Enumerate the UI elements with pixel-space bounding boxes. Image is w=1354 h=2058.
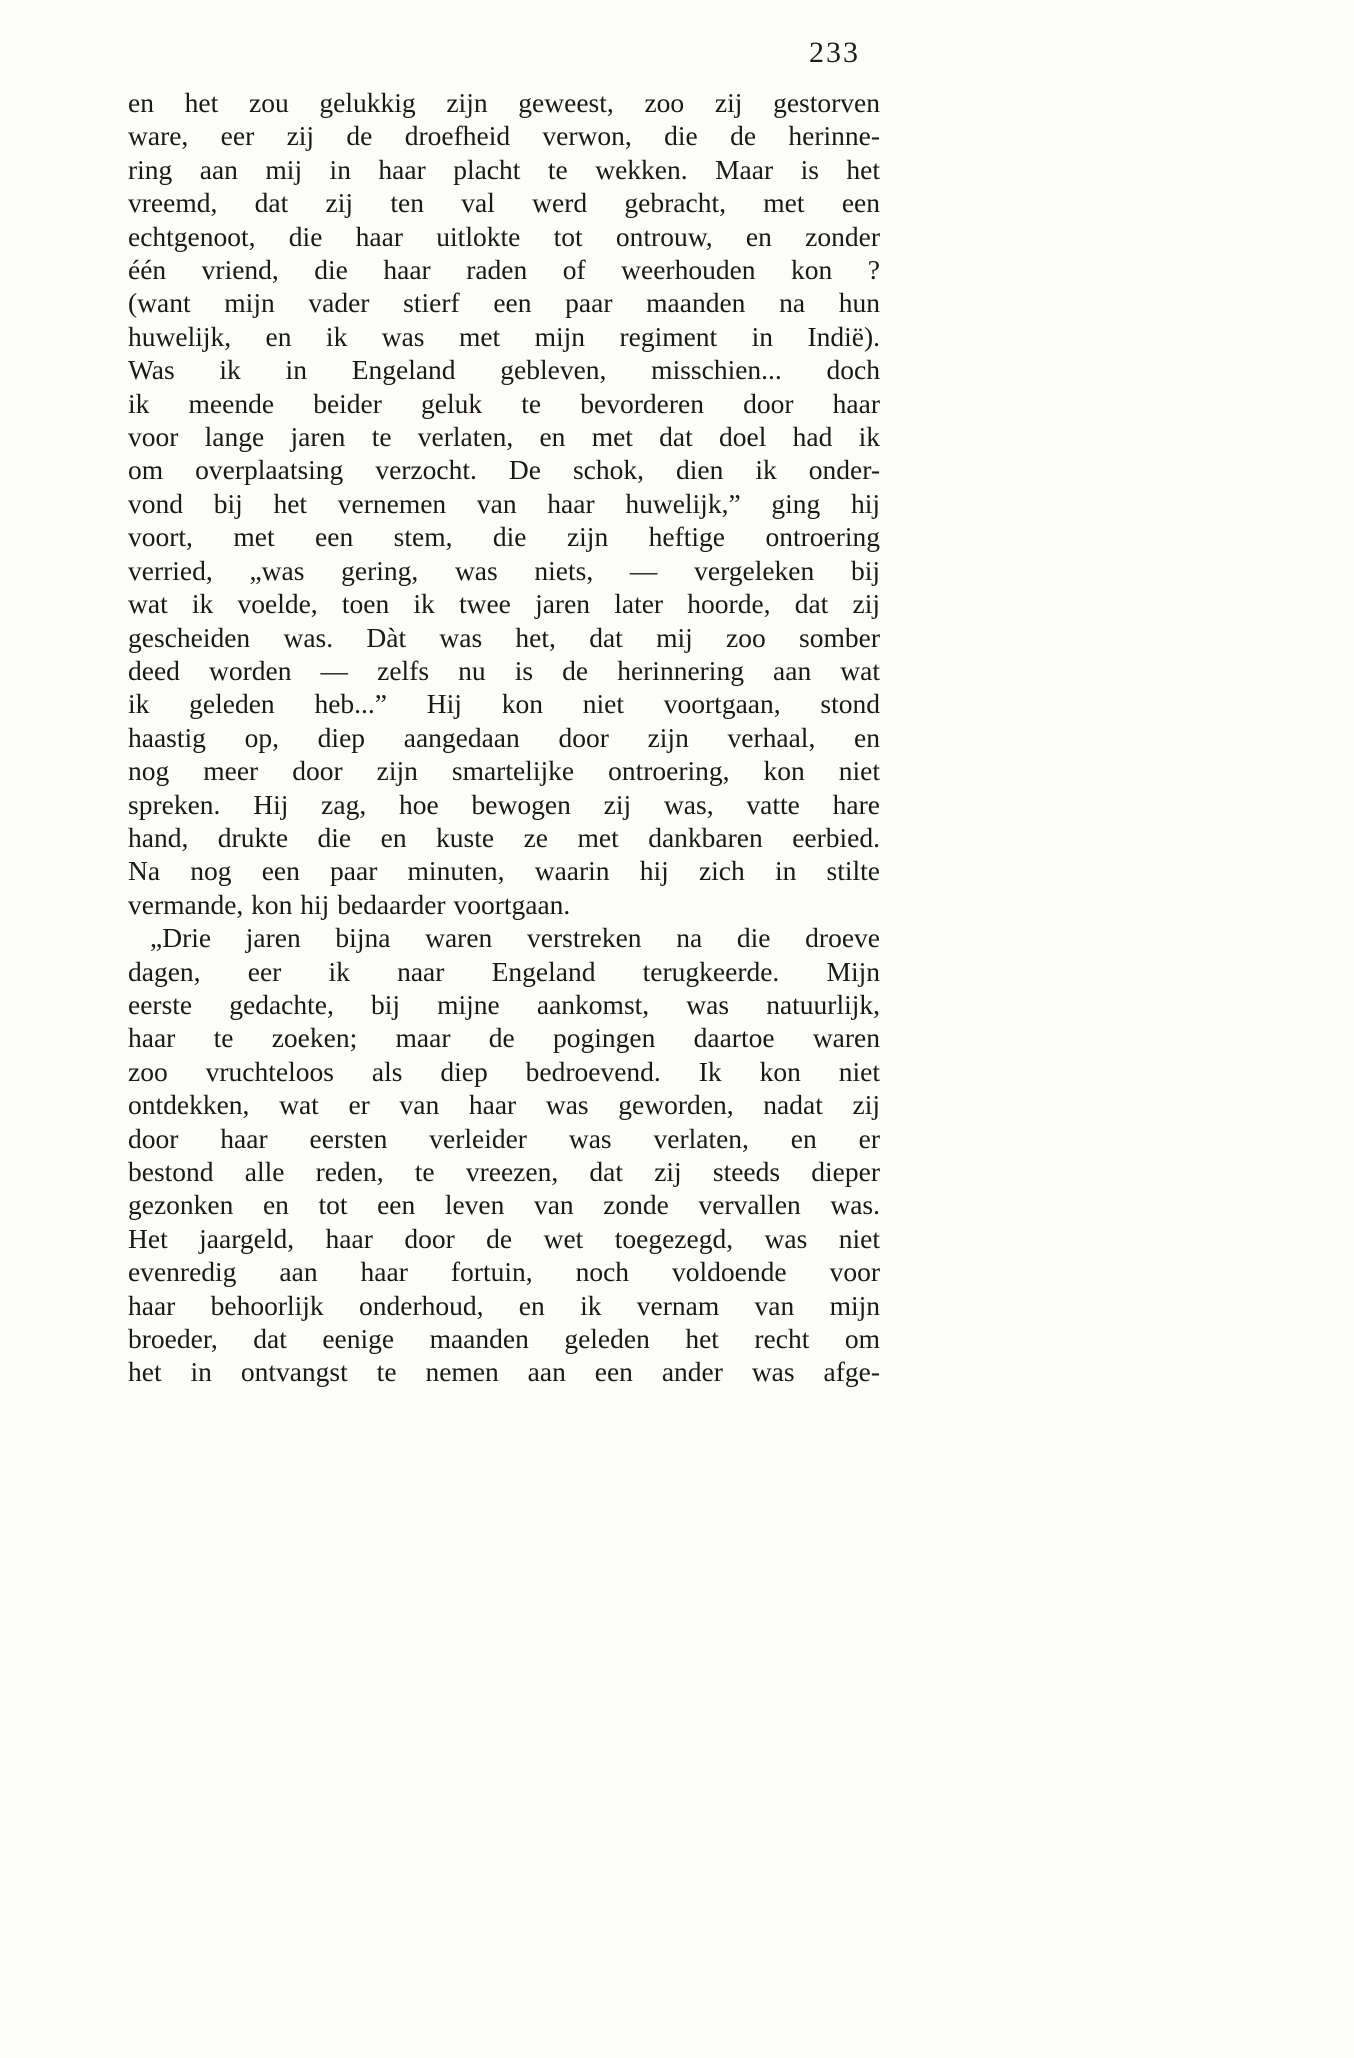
text-line: deed worden — zelfs nu is de herinnering aan wat bbox=[128, 654, 880, 686]
text-line: evenredig aan haar fortuin, noch voldoende voor bbox=[128, 1256, 880, 1288]
text-line: verried, „was gering, was niets, — vergeleken bij bbox=[128, 554, 880, 586]
text-line: ontdekken, wat er van haar was geworden, nadat zij bbox=[128, 1089, 880, 1121]
text-line: ware, eer zij de droefheid verwon, die de herinne- bbox=[128, 120, 880, 152]
text-line: echtgenoot, die haar uitlokte tot ontrouw, en zonder bbox=[128, 220, 880, 252]
text-line: ring aan mij in haar placht te wekken. Maar is het bbox=[128, 153, 880, 185]
text-line: haar behoorlijk onderhoud, en ik vernam van mijn bbox=[128, 1289, 880, 1321]
text-line: vreemd, dat zij ten val werd gebracht, met een bbox=[128, 187, 880, 219]
text-line: wat ik voelde, toen ik twee jaren later hoorde, dat zij bbox=[128, 588, 880, 620]
text-line: gezonken en tot een leven van zonde vervallen was. bbox=[128, 1189, 880, 1221]
text-line: vermande, kon hij bedaarder voortgaan. bbox=[128, 888, 571, 920]
text-line: vond bij het vernemen van haar huwelijk,” ging hij bbox=[128, 487, 880, 519]
text-line: Het jaargeld, haar door de wet toegezegd, was niet bbox=[128, 1222, 880, 1254]
text-line: dagen, eer ik naar Engeland terugkeerde. Mijn bbox=[128, 955, 880, 987]
text-line: „Drie jaren bijna waren verstreken na die droeve bbox=[150, 922, 880, 954]
text-line: door haar eersten verleider was verlaten, en er bbox=[128, 1122, 880, 1154]
text-line: nog meer door zijn smartelijke ontroering, kon niet bbox=[128, 755, 880, 787]
text-line: en het zou gelukkig zijn geweest, zoo zij gestorven bbox=[128, 87, 880, 118]
text-line: eerste gedachte, bij mijne aankomst, was natuurlijk, bbox=[128, 988, 880, 1020]
text-line: haar te zoeken; maar de pogingen daartoe waren bbox=[128, 1022, 880, 1054]
text-line: zoo vruchteloos als diep bedroevend. Ik kon niet bbox=[128, 1055, 880, 1087]
text-line: hand, drukte die en kuste ze met dankbaren eerbied. bbox=[128, 821, 880, 853]
text-line: voor lange jaren te verlaten, en met dat doel had ik bbox=[128, 421, 880, 453]
text-line: huwelijk, en ik was met mijn regiment in Indië). bbox=[128, 320, 880, 352]
text-line: (want mijn vader stierf een paar maanden na hun bbox=[128, 287, 880, 319]
text-block bbox=[128, 86, 880, 1389]
text-line: haastig op, diep aangedaan door zijn verhaal, en bbox=[128, 721, 880, 753]
text-line: ik meende beider geluk te bevorderen door haar bbox=[128, 387, 880, 419]
text-line: ik geleden heb...” Hij kon niet voortgaan, stond bbox=[128, 688, 880, 720]
text-line: Na nog een paar minuten, waarin hij zich in stilte bbox=[128, 855, 880, 887]
text-line: broeder, dat eenige maanden geleden het recht om bbox=[128, 1323, 880, 1355]
text-line: Was ik in Engeland gebleven, misschien... doch bbox=[128, 354, 880, 386]
text-line: om overplaatsing verzocht. De schok, dien ik onder- bbox=[128, 454, 880, 486]
page-number: 233 bbox=[809, 36, 860, 69]
text-line: gescheiden was. Dàt was het, dat mij zoo somber bbox=[128, 621, 880, 653]
text-line: voort, met een stem, die zijn heftige ontroering bbox=[128, 521, 880, 553]
text-line: één vriend, die haar raden of weerhouden kon ? bbox=[128, 254, 880, 286]
text-line: het in ontvangst te nemen aan een ander was afge- bbox=[128, 1356, 880, 1388]
text-line: spreken. Hij zag, hoe bewogen zij was, vatte hare bbox=[128, 788, 880, 820]
text-line: bestond alle reden, te vreezen, dat zij steeds dieper bbox=[128, 1156, 880, 1187]
